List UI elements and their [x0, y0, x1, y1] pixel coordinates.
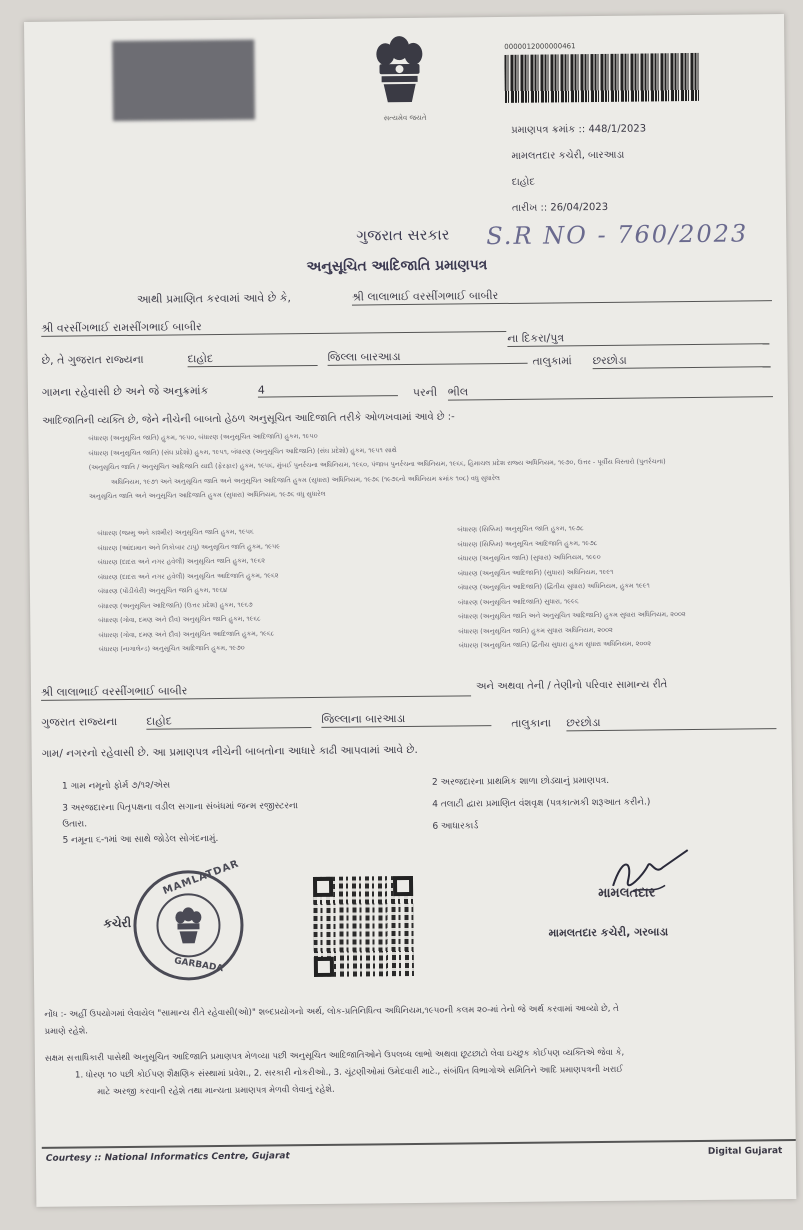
order-item: બંધારણ (દાદરા અને નગર હવેલી) અનુસૂચિત જાતિ હુકમ, ૧૯૬૨ [97, 556, 266, 567]
tribe-prefix: પરની [412, 385, 438, 399]
legal-line: અધિનિયમ, ૧૯૭૧ અને અનુસૂચિત જાતિ અને અનુસૂચિત આદિજાતિ હુકમ (સુધારા) અધિનિયમ, ૧૯૭૬ (૧૯૭૬નો અધિનિયમ ક્રમાંક ૧૦૮) વધુ સુધારેલ [110, 473, 500, 486]
barcode [504, 53, 699, 103]
applicant-name: શ્રી લાલાભાઈ વરસીંગભાઈ બાબીર [352, 286, 772, 305]
documents-right [432, 771, 783, 835]
village-value: છરછોડા [593, 352, 771, 369]
family-residence-label: અને અથવા તેની / તેણીનો પરિવાર સામાન્ય રીતે [475, 679, 668, 693]
certificate-page [24, 14, 796, 1207]
legal-provisions [88, 424, 779, 504]
document-item: 3 અરજદારના પિતૃપક્ષના વડીલ સગાના સંબંધમાં જન્મ રજીસ્ટરના [62, 801, 298, 814]
residence-taluka-label: તાલુકાના [511, 716, 552, 730]
legal-line: બંધારણ (અનુસૂચિત જાતિ) (સંઘ પ્રદેશો) હુકમ, ૧૯૫૧, બંધારણ (અનુસૂચિત આદિજાતિ) (સંઘ પ્રદેશો) હુકમ, ૧૯૫૧ સાથે [88, 445, 397, 457]
certificate-number: પ્રમાણપત્ર ક્રમાંક :: 448/1/2023 [511, 123, 647, 136]
document-item: 2 અરજદારના પ્રાથમિક શાળા છોડ્યાનું પ્રમાણપત્ર. [431, 775, 610, 788]
order-item: બંધારણ (નાગાલેન્ડ) અનુસૂચિત આદિજાતિ હુકમ, ૧૯૭૦ [98, 643, 245, 654]
resident-name: શ્રી લાલાભાઈ વરસીંગભાઈ બાબીર [41, 681, 471, 701]
document-item: 4 તલાટી દ્વારા પ્રમાણિત વંશવૃક્ષ (પત્રકાત્મકી શરૂઆત કરીને.) [432, 797, 651, 810]
order-item: બંધારણ (સિક્કિમ) અનુસૂચિત આદિજાતિ હુકમ, ૧૯૭૮ [457, 538, 598, 548]
note-line: પ્રમાણે રહેશે. [44, 1026, 89, 1037]
barcode-number: 0000012000000461 [504, 42, 576, 51]
issuing-office: મામલતદાર કચેરી, બારઆડા [511, 149, 625, 162]
district-value: દાહોદ [187, 351, 317, 367]
order-item: બંધારણ (અનુસૂચિત આદિજાતિ) સુધારા, ૧૯૯૬ [458, 596, 579, 606]
document-item: 1 ગામ નમૂનો ફોર્મ ૭/૧૨/એસ [61, 780, 171, 792]
residence-village: છરછોડા [566, 714, 776, 731]
order-item: બંધારણ (અનુસૂચિત આદિજાતિ) (દ્વિતીય સુધારા) અધિનિયમ, હુકમ ૧૯૯૧ [457, 581, 650, 592]
order-item: બંધારણ (સિક્કિમ) અનુસૂચિત જાતિ હુકમ, ૧૯૭૮ [457, 524, 584, 534]
residence-district: દાહોદ [146, 713, 311, 730]
order-item: બંધારણ (અનુસૂચિત જાતિ) (સુધારા) અધિનિયમ, ૧૯૯૦ [457, 552, 601, 563]
orders-right-column [457, 519, 778, 653]
seal-text-left: કચેરી [103, 915, 132, 931]
applicant-photo [112, 40, 255, 121]
state-prefix: છે, તે ગુજરાત રાજ્યના [41, 352, 144, 367]
order-item: બંધારણ (પોંડીચેરી) અનુસૂચિત જાતિ હુકમ, ૧૯૬૪ [97, 585, 228, 596]
signatory-office: મામલતદાર કચેરી, ગરબાડા [548, 925, 669, 940]
sub-district-label: જિલ્લા બારઆડા [327, 349, 527, 366]
residence-statement: ગામ/ નગરનો રહેવાસી છે. આ પ્રમાણપત્ર નીચેની બાબતોના આધારે કાઢી આપવામાં આવે છે. [41, 743, 418, 760]
legal-line: બંધારણ (અનુસૂચિત જાતિ) હુકમ, ૧૯૫૦, બંધારણ (અનુસૂચિત આદિજાતિ) હુકમ, ૧૯૫૦ [88, 431, 318, 443]
serial-number-value: 4 [258, 382, 398, 397]
body-line1-prefix: આથી પ્રમાણિત કરવામાં આવે છે કે, [136, 291, 292, 306]
signatory-title: મામલતદાર [598, 885, 656, 902]
document-item: 5 નમૂના ૬-૧માં આ સાથે જોડેલ સોગંદનામું. [62, 834, 219, 846]
tribe-value: ભીલ [448, 382, 773, 400]
issue-date: તારીખ :: 26/04/2023 [511, 201, 609, 214]
legal-line: (અનુસૂચિત જાતિ / અનુસૂચિત આદિજાતિ યાદી (ફેરફાર) હુકમ, ૧૯૫૬, મુંબઈ પુનર્રચના અધિનિયમ, ૧૯૬૦, પંજાબ પુનર્રચના અધિનિયમ, ૧૯૬૬, હિમાચલ પ્રદેશ રાજ્ય અધિનિયમ, ૧૯૭૦, ઉત્તર - પૂર્વીય વિસ્તારો (પુનર્રચના) [88, 457, 666, 472]
legal-line: અનુસૂચિત જાતિ અને અનુસૂચિત આદિજાતિ હુકમ (સુધારા) અધિનિયમ, ૧૯૭૬ વધુ સુધારેલ [88, 489, 326, 501]
order-item: બંધારણ (અનુસૂચિત જાતિ) દ્વિતીય સુધારા હુકમ સુધારા અધિનિયમ, ૨૦૦૨ [458, 639, 652, 650]
recognition-statement: આદિજાતિની વ્યક્તિ છે, જેને નીચેની બાબતો હેઠળ અનુસૂચિત આદિજાતિ તરીકે ઓળખવામાં આવે છે :- [42, 411, 455, 427]
note-line: સક્ષમ સત્તાધિકારી પાસેથી અનુસૂચિત આદિજાતિ પ્રમાણપત્ર મેળવ્યા પછી અનુસૂચિત આદિજાતિઓને ઉપલબ્ધ લાભો અથવા છૂટછાટો લેવા ઇચ્છુક કોઈપણ વ્યક્તિએ જેવા કે, [44, 1047, 625, 1064]
note-line: માટે અરજી કરવાની રહેશે તથા માન્યતા પ્રમાણપત્ર મેળવી લેવાનું રહેશે. [97, 1084, 335, 1098]
order-item: બંધારણ (ગોવા, દમણ અને દીવ) અનુસૂચિત આદિજાતિ હુકમ, ૧૯૬૮ [98, 628, 275, 639]
document-item: 6 આધારકાર્ડ [432, 821, 479, 832]
order-item: બંધારણ (અનુસૂચિત આદિજાતિ) (ઉત્તર પ્રદેશ) હુકમ, ૧૯૬૭ [98, 600, 253, 610]
handwritten-serial: S.R NO - 760/2023 [486, 219, 749, 251]
relation-label: ના દિકરા/પુત્ર [507, 329, 769, 347]
qr-corner-icon [314, 957, 334, 977]
notes-section [44, 999, 790, 1102]
state-emblem-icon [369, 32, 430, 113]
residence-prefix: ગામના રહેવાસી છે અને જે અનુક્રમાંક [41, 384, 209, 399]
issuing-district: દાહોદ [511, 176, 536, 188]
qr-corner-icon [313, 877, 333, 897]
note-line: નોંધ :- અહીં ઉપયોગમાં લેવાયેલ "સામાન્ય રીતે રહેવાસી(ઓ)" શબ્દપ્રયોગનો અર્થ, લોક-પ્રતિનિધિત્વ અધિનિયમ,૧૯૫૦ની કલમ ૨૦-માં તેનો જે અર્થ કરવામાં આવ્યો છે, તે [44, 1003, 619, 1020]
qr-corner-icon [393, 876, 413, 896]
document-item: ઉતારા. [62, 819, 88, 830]
seal-text-top: MAMLATDAR [161, 858, 241, 898]
father-name: શ્રી વરસીંગભાઈ રામસીંગભાઈ બાબીર [41, 317, 506, 337]
order-item: બંધારણ (આંદામાન અને નિકોબાર ટાપુ) અનુસૂચિત જાતિ હુકમ, ૧૯૫૯ [97, 541, 281, 552]
order-item: બંધારણ (ગોવા, દમણ અને દીવ) અનુસૂચિત જાતિ હુકમ, ૧૯૬૮ [98, 614, 261, 625]
order-item: બંધારણ (અનુસૂચિત જાતિ) હુકમ સુધારા અધિનિયમ, ૨૦૦૨ [458, 625, 613, 635]
seal-text-bottom: GARBADA [173, 956, 224, 975]
footer-brand: Digital Gujarat [707, 1146, 783, 1157]
order-item: બંધારણ (અનુસૂચિત આદિજાતિ) (સુધારા) અધિનિયમ, ૧૯૯૧ [457, 567, 614, 577]
taluka-label: તાલુકામાં [532, 354, 572, 368]
order-item: બંધારણ (દાદરા અને નગર હવેલી) અનુસૂચિત આદિજાતિ હુકમ, ૧૯૬૨ [97, 570, 279, 581]
residence-district-label: જિલ્લાના બારઆડા [321, 711, 491, 728]
emblem-caption: સત્યમેવ જયતે [383, 113, 427, 123]
footer-divider [42, 1139, 796, 1149]
residence-state: ગુજરાત રાજ્યના [41, 715, 118, 729]
documents-left [62, 775, 413, 849]
government-title: ગુજરાત સરકાર [356, 225, 450, 245]
orders-left-column [97, 523, 428, 657]
footer-courtesy: Courtesy :: National Informatics Centre, Gujarat [45, 1151, 290, 1164]
seal-emblem-icon [171, 905, 205, 947]
order-item: બંધારણ (જમ્મુ અને કાશ્મીર) અનુસૂચિત જાતિ હુકમ, ૧૯૫૬ [97, 527, 254, 538]
order-item: બંધારણ (અનુસૂચિત જાતિ અને અનુસૂચિત આદિજાતિ) હુકમ સુધારા અધિનિયમ, ૨૦૦૨ [458, 610, 686, 621]
certificate-title: અનુસૂચિત આદિજાતિ પ્રમાણપત્ર [306, 257, 488, 276]
note-line: 1. ધોરણ ૧૦ પછી કોઈપણ શૈક્ષણિક સંસ્થામાં પ્રવેશ., 2. સરકારી નોકરીઓ., 3. ચૂંટણીઓમાં ઉમેદવારી માટે., સંબંધિત વિભાગોએ સમિતિને આદિ પ્રમાણપત્રની ખરાઈ [74, 1064, 623, 1081]
